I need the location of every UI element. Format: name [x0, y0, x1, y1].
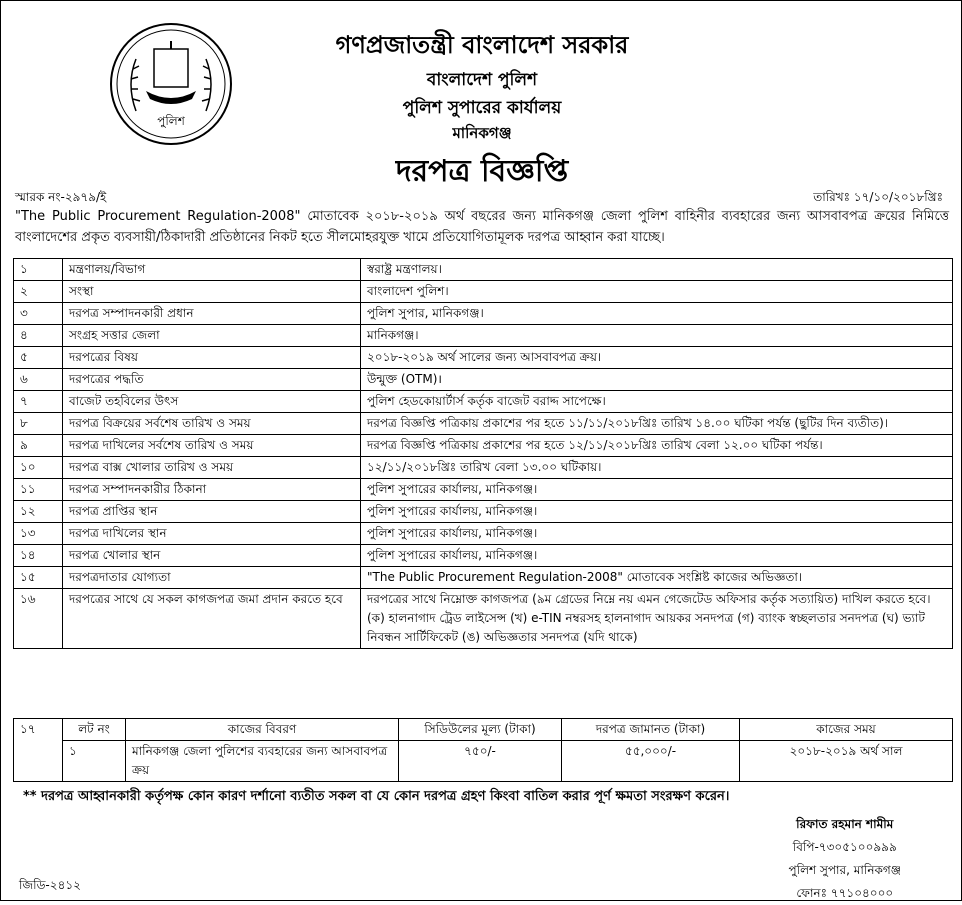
- row-value: "The Public Procurement Regulation-2008" মোতাবেক সংশ্লিষ্ট কাজের অভিজ্ঞতা।: [361, 567, 953, 589]
- table-row: [14, 567, 953, 589]
- row-label: দরপত্র সম্পাদনকারীর ঠিকানা: [63, 479, 361, 501]
- table-row: [14, 589, 953, 649]
- table-row: [14, 545, 953, 567]
- notice-title: দরপত্র বিজ্ঞপ্তি: [395, 154, 569, 189]
- row-serial: ৯: [14, 435, 63, 457]
- table-row: [14, 259, 953, 281]
- row-serial: ১৫: [14, 567, 63, 589]
- row-value: পুলিশ হেডকোয়ার্টার্স কর্তৃক বাজেট বরাদ্দ সাপেক্ষে।: [361, 391, 953, 413]
- schedule-price: ৭৫০/-: [399, 741, 562, 782]
- district-name: মানিকগঞ্জ: [452, 124, 512, 142]
- row-value: পুলিশ সুপারের কার্যালয়, মানিকগঞ্জ।: [361, 545, 953, 567]
- row-serial: ১৬: [14, 589, 63, 649]
- lot-header: কাজের সময়: [740, 719, 953, 741]
- table-row: [14, 435, 953, 457]
- notice-date: তারিখঃ ১৭/১০/২০১৮খ্রিঃ: [813, 190, 943, 204]
- lot-table: [13, 718, 953, 782]
- row-serial: ১৩: [14, 523, 63, 545]
- office-name: পুলিশ সুপারের কার্যালয়: [402, 98, 562, 118]
- lot-header: লট নং: [63, 719, 126, 741]
- row-serial: ১০: [14, 457, 63, 479]
- signatory-name: রিফাত রহমান শামীম: [796, 817, 894, 831]
- lot-header: সিডিউলের মূল্য (টাকা): [399, 719, 562, 741]
- intro-paragraph: "The Public Procurement Regulation-2008" মোতাবেক ২০১৮-২০১৯ অর্থ বছরের জন্য মানিকগঞ্জ জেলা পুলিশ বাহিনীর ব্যবহারের জন্য আসবাবপত্র ক্রয়ের নিমিত্তে বাংলাদেশের প্রকৃত ব্যবসায়ী/ঠিকাদারী প্রতিষ্ঠানের নিকট হতে সীলমোহরযুক্ত খামে প্রতিযোগিতামূলক দরপত্র আহ্বান করা যাচ্ছে।: [15, 209, 949, 245]
- row-serial: ১৭: [14, 719, 63, 782]
- table-row: [14, 457, 953, 479]
- emblem-label: পুলিশ: [157, 114, 185, 128]
- row-label: দরপত্র সম্পাদনকারী প্রধান: [63, 303, 361, 325]
- row-label: সংগ্রহ সত্তার জেলা: [63, 325, 361, 347]
- row-value: ১২/১১/২০১৮খ্রিঃ তারিখ বেলা ১৩.০০ ঘটিকায়।: [361, 457, 953, 479]
- memo-number: স্মারক নং-২৯৭৯/ই: [15, 190, 107, 204]
- tender-security: ৫৫,০০০/-: [562, 741, 740, 782]
- table-row: [14, 325, 953, 347]
- table-row: [14, 303, 953, 325]
- row-serial: ২: [14, 281, 63, 303]
- row-value: ২০১৮-২০১৯ অর্থ সালের জন্য আসবাবপত্র ক্রয়।: [361, 347, 953, 369]
- row-value: উন্মুক্ত (OTM)।: [361, 369, 953, 391]
- work-period: ২০১৮-২০১৯ অর্থ সাল: [740, 741, 953, 782]
- lot-header: কাজের বিবরণ: [126, 719, 399, 741]
- row-label: দরপত্র বাক্স খোলার তারিখ ও সময়: [63, 457, 361, 479]
- row-value: দরপত্রের সাথে নিম্নোক্ত কাগজপত্র (৯ম গ্রেডের নিম্নে নয় এমন গেজেটেড অফিসার কর্তৃক সত্যায়িত) দাখিল করতে হবে। (ক) হালনাগাদ ট্রেড লাইসেন্স (খ) e-TIN নম্বরসহ হালনাগাদ আয়কর সনদপত্র (গ) ব্যাংক স্বচ্ছলতার সনদপত্র (ঘ) ভ্যাট নিবন্ধন সার্টিফিকেট (ঙ) অভিজ্ঞতার সনদপত্র (যদি থাকে): [361, 589, 953, 649]
- table-row: [14, 391, 953, 413]
- row-label: দরপত্র বিক্রয়ের সর্বশেষ তারিখ ও সময়: [63, 413, 361, 435]
- lot-header: দরপত্র জামানত (টাকা): [562, 719, 740, 741]
- row-serial: ৮: [14, 413, 63, 435]
- row-value: পুলিশ সুপারের কার্যালয়, মানিকগঞ্জ।: [361, 523, 953, 545]
- gd-number: জিডি-২৪১২: [19, 878, 81, 892]
- row-value: পুলিশ সুপার, মানিকগঞ্জ।: [361, 303, 953, 325]
- signature-block: [789, 813, 901, 905]
- row-label: দরপত্র দাখিলের সর্বশেষ তারিখ ও সময়: [63, 435, 361, 457]
- lot-number: ১: [63, 741, 126, 782]
- table-row: [14, 523, 953, 545]
- row-value: বাংলাদেশ পুলিশ।: [361, 281, 953, 303]
- row-value: স্বরাষ্ট্র মন্ত্রণালয়।: [361, 259, 953, 281]
- authority-note: ** দরপত্র আহ্বানকারী কর্তৃপক্ষ কোন কারণ দর্শানো ব্যতীত সকল বা যে কোন দরপত্র গ্রহণ কিংবা বাতিল করার পূর্ণ ক্ষমতা সংরক্ষণ করেন।: [23, 789, 730, 804]
- row-serial: ৬: [14, 369, 63, 391]
- table-row: [14, 501, 953, 523]
- row-label: সংস্থা: [63, 281, 361, 303]
- row-label: মন্ত্রণালয়/বিভাগ: [63, 259, 361, 281]
- row-label: দরপত্রের সাথে যে সকল কাগজপত্র জমা প্রদান করতে হবে: [63, 589, 361, 649]
- row-serial: ১২: [14, 501, 63, 523]
- row-serial: ১১: [14, 479, 63, 501]
- row-label: দরপত্রদাতার যোগ্যতা: [63, 567, 361, 589]
- row-label: দরপত্র দাখিলের স্থান: [63, 523, 361, 545]
- table-row: [14, 347, 953, 369]
- organization-name: বাংলাদেশ পুলিশ: [426, 70, 538, 90]
- row-serial: ১: [14, 259, 63, 281]
- row-label: দরপত্রের পদ্ধতি: [63, 369, 361, 391]
- signatory-designation: পুলিশ সুপার, মানিকগঞ্জ: [788, 863, 901, 877]
- row-label: বাজেট তহবিলের উৎস: [63, 391, 361, 413]
- table-row: [14, 281, 953, 303]
- table-row: [14, 479, 953, 501]
- row-serial: ৩: [14, 303, 63, 325]
- row-value: দরপত্র বিজ্ঞপ্তি পত্রিকায় প্রকাশের পর হতে ১১/১১/২০১৮খ্রিঃ তারিখ ১৪.০০ ঘটিকা পর্যন্ত (ছুটির দিন ব্যতীত)।: [361, 413, 953, 435]
- row-serial: ৪: [14, 325, 63, 347]
- row-value: পুলিশ সুপারের কার্যালয়, মানিকগঞ্জ।: [361, 501, 953, 523]
- signatory-bp: বিপি-৭৩০৫১০০৯৯৯: [792, 840, 897, 854]
- row-label: দরপত্র খোলার স্থান: [63, 545, 361, 567]
- government-title: গণপ্রজাতন্ত্রী বাংলাদেশ সরকার: [335, 31, 629, 59]
- row-serial: ৭: [14, 391, 63, 413]
- row-serial: ৫: [14, 347, 63, 369]
- row-label: দরপত্র প্রাপ্তির স্থান: [63, 501, 361, 523]
- row-value: পুলিশ সুপারের কার্যালয়, মানিকগঞ্জ।: [361, 479, 953, 501]
- table-row: [14, 413, 953, 435]
- table-row: [14, 369, 953, 391]
- lot-header-row: [14, 719, 953, 741]
- signatory-phone: ফোনঃ ৭৭১০৪০০০: [796, 886, 894, 900]
- row-value: দরপত্র বিজ্ঞপ্তি পত্রিকায় প্রকাশের পর হতে ১২/১১/২০১৮খ্রিঃ তারিখ বেলা ১২.০০ ঘটিকা পর্যন্ত।: [361, 435, 953, 457]
- row-value: মানিকগঞ্জ।: [361, 325, 953, 347]
- lot-description: মানিকগঞ্জ জেলা পুলিশের ব্যবহারের জন্য আসবাবপত্র ক্রয়: [126, 741, 399, 782]
- tender-spec-table: [13, 258, 953, 649]
- table-row: [14, 741, 953, 782]
- row-serial: ১৪: [14, 545, 63, 567]
- row-label: দরপত্রের বিষয়: [63, 347, 361, 369]
